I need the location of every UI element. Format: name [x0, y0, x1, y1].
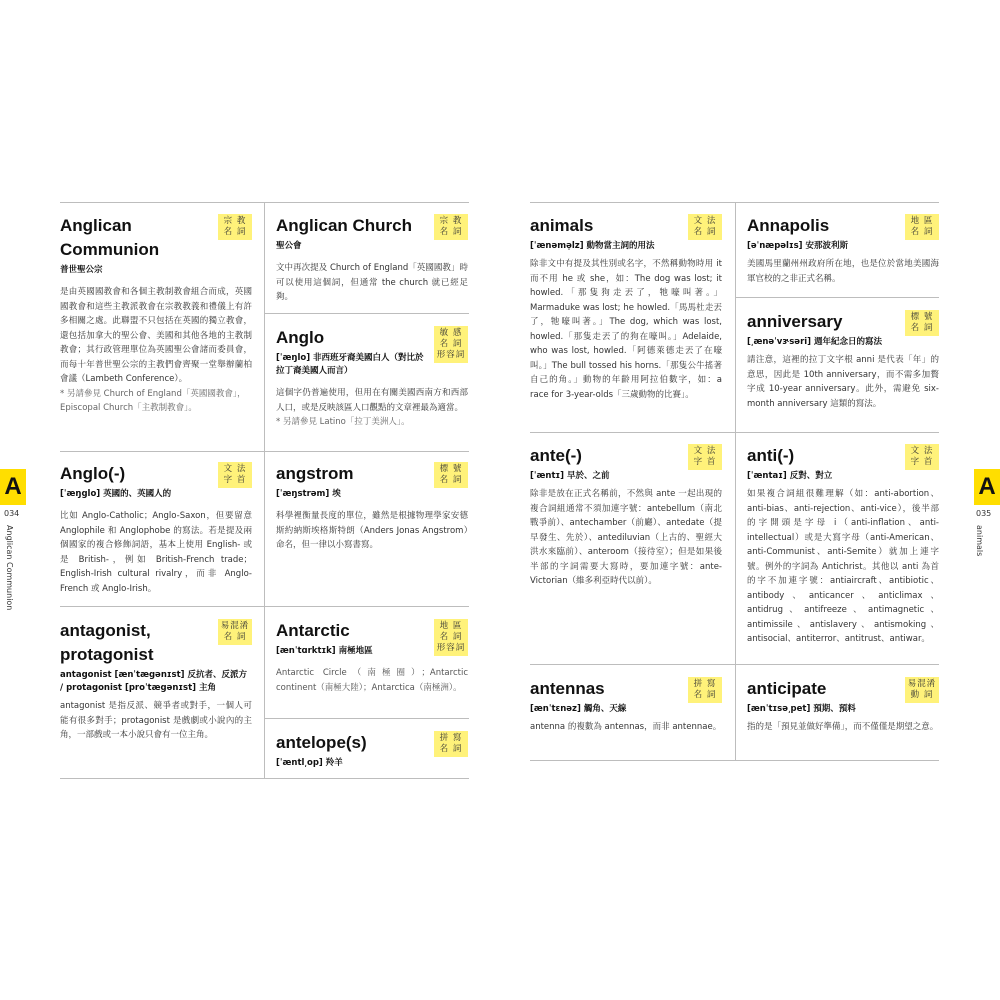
section-letter-tab: A — [0, 469, 26, 505]
definition: 是由英國國教會和各個主教制教會組合而成，英國國教會和這些主教派教會在宗教教義和禮儀上有許多相關之處。此聯盟不只包括在英國的獨立教會，還包括加拿大的聖公會、美國和其他各地的主教制教會；其行政管理單位為英國聖公會諸而委員會，而每十年普世聖公宗的主教們會齊聚一堂舉辦蘭柏會議（Lambeth Conference）。 — [60, 287, 252, 384]
page-number: 035 — [976, 509, 992, 518]
definition: antenna 的複數為 antennas，而非 antennae。 — [530, 722, 722, 732]
headword: antagonist, protagonist — [60, 621, 154, 664]
headword: anti(-) — [747, 446, 795, 465]
definition: 文中再次提及 Church of England「英國國教」時可以使用這個詞，但通常 the church 就已經足夠。 — [276, 263, 468, 302]
headword: Anglo — [276, 328, 325, 347]
definition: Antarctic Circle（南極圈）；Antarctic continent（南極大陸）；Antarctica（南極洲）。 — [276, 668, 468, 693]
category-tag: 地 區 名 詞 — [905, 214, 939, 240]
definition: 美國馬里蘭州州政府所在地，也是位於當地美國海軍官校的之非正式名稱。 — [747, 259, 939, 284]
headword: anticipate — [747, 679, 827, 698]
section-letter-tab: A — [974, 469, 1000, 505]
entry-anglican-church — [276, 214, 468, 305]
column-divider — [264, 202, 265, 778]
column-divider — [735, 202, 736, 760]
entry-antelopes — [276, 731, 468, 770]
definition: 除非文中有提及其性別或名字，不然稱動物時用 it 而不用 he 或 she，如：The dog was lost; it howled.「那隻狗走丟了，牠嚎叫著。」Marmaduke was lost; he howled.「馬馬杜走丟了，牠嚎叫著。」The dog, which was lost, howled.「那隻走丟了的狗在嚎叫。」Adelaide, who was lost, howled.「阿德萊德走丟了在嚎叫。」The bull tossed his horns.「那隻公牛搖著自己的角。」動物的年齡用阿拉伯數字，如：a race for 3-year-olds「三歲動物的比賽」。 — [530, 259, 722, 400]
category-tag: 文 法 字 首 — [218, 462, 252, 488]
translation: [ˈæntɪ] 早於、之前 — [530, 471, 610, 481]
definition: antagonist 是指反派、競爭者或對手，一個人可能有很多對手；protagonist 是戲劇或小說內的主角，一部戲或一本小說只會有一位主角。 — [60, 701, 252, 740]
category-tag: 拼 寫 名 詞 — [688, 677, 722, 703]
see-also-note: * 另請參見 Latino「拉丁美洲人」。 — [276, 417, 410, 427]
divider — [736, 297, 939, 298]
running-header: Anglican Communion — [5, 525, 14, 611]
translation: 普世聖公宗 — [60, 265, 103, 275]
translation: [ænˈtɛnəz] 觸角、天線 — [530, 704, 627, 714]
headword: Antarctic — [276, 621, 350, 640]
entry-angstrom — [276, 462, 468, 553]
translation: 聖公會 — [276, 241, 302, 251]
entry-antagonist-protagonist — [60, 619, 252, 743]
definition: 除非是放在正式名稱前，不然與 ante 一起出現的複合詞組通常不須加連字號：antebellum（南北戰爭前）、antechamber（前廳）、antedate（提早發生、先於）、antediluvian（上古的、聖經大洪水來臨前）、anteroom（接待室）；但是如果後半部的字詞需要大寫時，要加連字號：ante-Victorian（維多利亞時代以前）。 — [530, 489, 722, 586]
see-also-note: * 另請參見 Church of England「英國國教會」，Episcopal Church「主教制教會」。 — [60, 388, 246, 413]
definition: 指的是「預見並做好準備」，而不僅僅是期望之意。 — [747, 722, 939, 732]
translation: [ˈænəmə̩lz] 動物當主詞的用法 — [530, 241, 655, 251]
category-tag: 易混淆 動 詞 — [905, 677, 939, 703]
category-tag: 宗 教 名 詞 — [434, 214, 468, 240]
definition: 科學裡衡量長度的單位，雖然是根據物理學家安德斯約納斯埃格斯特朗（Anders Jonas Angstrom）命名，但一律以小寫書寫。 — [276, 511, 468, 550]
category-tag: 宗 教 名 詞 — [218, 214, 252, 240]
headword: ante(-) — [530, 446, 582, 465]
entry-anglo — [276, 326, 468, 430]
headword: animals — [530, 216, 594, 235]
definition: 請注意，這裡的拉丁文字根 anni 是代表「年」的意思，因此是 10th anniversary，而不需多加贅字成 10-year anniversary。此外，需避免 six-month anniversary 這類的寫法。 — [747, 355, 939, 409]
category-tag: 標 號 名 詞 — [905, 310, 939, 336]
translation: [ˈæŋglo] 英國的、英國人的 — [60, 489, 172, 499]
translation: [ˈæŋlo] 非西班牙裔美國白人（對比於拉丁裔美國人而言） — [276, 353, 424, 376]
entry-anglican-communion — [60, 214, 252, 416]
entry-anticipate — [747, 677, 939, 735]
entry-annapolis — [747, 214, 939, 286]
headword: Anglo(-) — [60, 464, 126, 483]
definition: 這個字仍普遍使用，但用在有關美國西南方和西部人口，或是反映該區人口觀點的文章裡最為適當。 — [276, 388, 468, 413]
entry-animals — [530, 214, 722, 402]
divider — [530, 760, 939, 761]
divider — [60, 778, 469, 779]
headword: antennas — [530, 679, 605, 698]
definition: 比如 Anglo-Catholic；Anglo-Saxon，但要留意 Anglophile 和 Anglophobe 的寫法。若是提及兩個國家的複合修飾詞語，基本上使用 English- 或是 British-，例如 British-French trade；English-Irish cultural rivalry，而非 Anglo-French 或 Anglo-Irish。 — [60, 511, 252, 594]
category-tag: 地 區 名 詞 形容詞 — [434, 619, 468, 656]
headword: Anglican Church — [276, 216, 413, 235]
page-number: 034 — [4, 509, 20, 518]
translation: [əˈnæpəlɪs] 安那波利斯 — [747, 241, 849, 251]
category-tag: 敏 感 名 詞 形容詞 — [434, 326, 468, 363]
entry-anglo-prefix — [60, 462, 252, 596]
category-tag: 標 號 名 詞 — [434, 462, 468, 488]
translation: [͵ænəˈvɝsəri] 週年紀念日的寫法 — [747, 337, 883, 347]
definition: 如果複合詞組很難理解（如：anti-abortion、anti-bias、anti-rejection、anti-vice），後半部的字開頭是字母 i（anti-inflation、anti-intellectual）或是大寫字母（anti-American、anti-Communist、anti-Semite）就加上連字號。例外的字詞為 Antichrist。其他以 anti 為首的字不加連字號：antiaircraft、antibiotic、antibody、anticancer、anticlimax、antidrug、antifreeze、antimagnetic、antimissile、antislavery、antismoking、antisocial、antiterror、antitrust、antiwar。 — [747, 489, 939, 644]
headword: angstrom — [276, 464, 354, 483]
entry-anniversary — [747, 310, 939, 411]
translation: antagonist [ænˈtægənɪst] 反抗者、反派方 / protagonist [proˈtægənɪst] 主角 — [60, 670, 247, 693]
entry-anti-prefix — [747, 444, 939, 647]
translation: [ænˈtɑrktɪk] 南極地區 — [276, 646, 373, 656]
category-tag: 文 法 字 首 — [688, 444, 722, 470]
translation: [ˈæŋstrəm] 埃 — [276, 489, 341, 499]
entry-ante-prefix — [530, 444, 722, 589]
category-tag: 拼 寫 名 詞 — [434, 731, 468, 757]
divider — [265, 313, 469, 314]
translation: [ˈæntaɪ] 反對、對立 — [747, 471, 833, 481]
divider — [265, 718, 469, 719]
category-tag: 易混淆 名 詞 — [218, 619, 252, 645]
headword: Anglican Communion — [60, 216, 160, 259]
headword: Annapolis — [747, 216, 830, 235]
headword: anniversary — [747, 312, 843, 331]
headword: antelope(s) — [276, 733, 367, 752]
entry-antarctic — [276, 619, 468, 695]
translation: [ænˈtɪsə͵pet] 預期、預料 — [747, 704, 856, 714]
translation: [ˈæntl͵op] 羚羊 — [276, 758, 343, 768]
running-header: animals — [975, 525, 984, 557]
category-tag: 文 法 名 詞 — [688, 214, 722, 240]
category-tag: 文 法 字 首 — [905, 444, 939, 470]
entry-antennas — [530, 677, 722, 735]
